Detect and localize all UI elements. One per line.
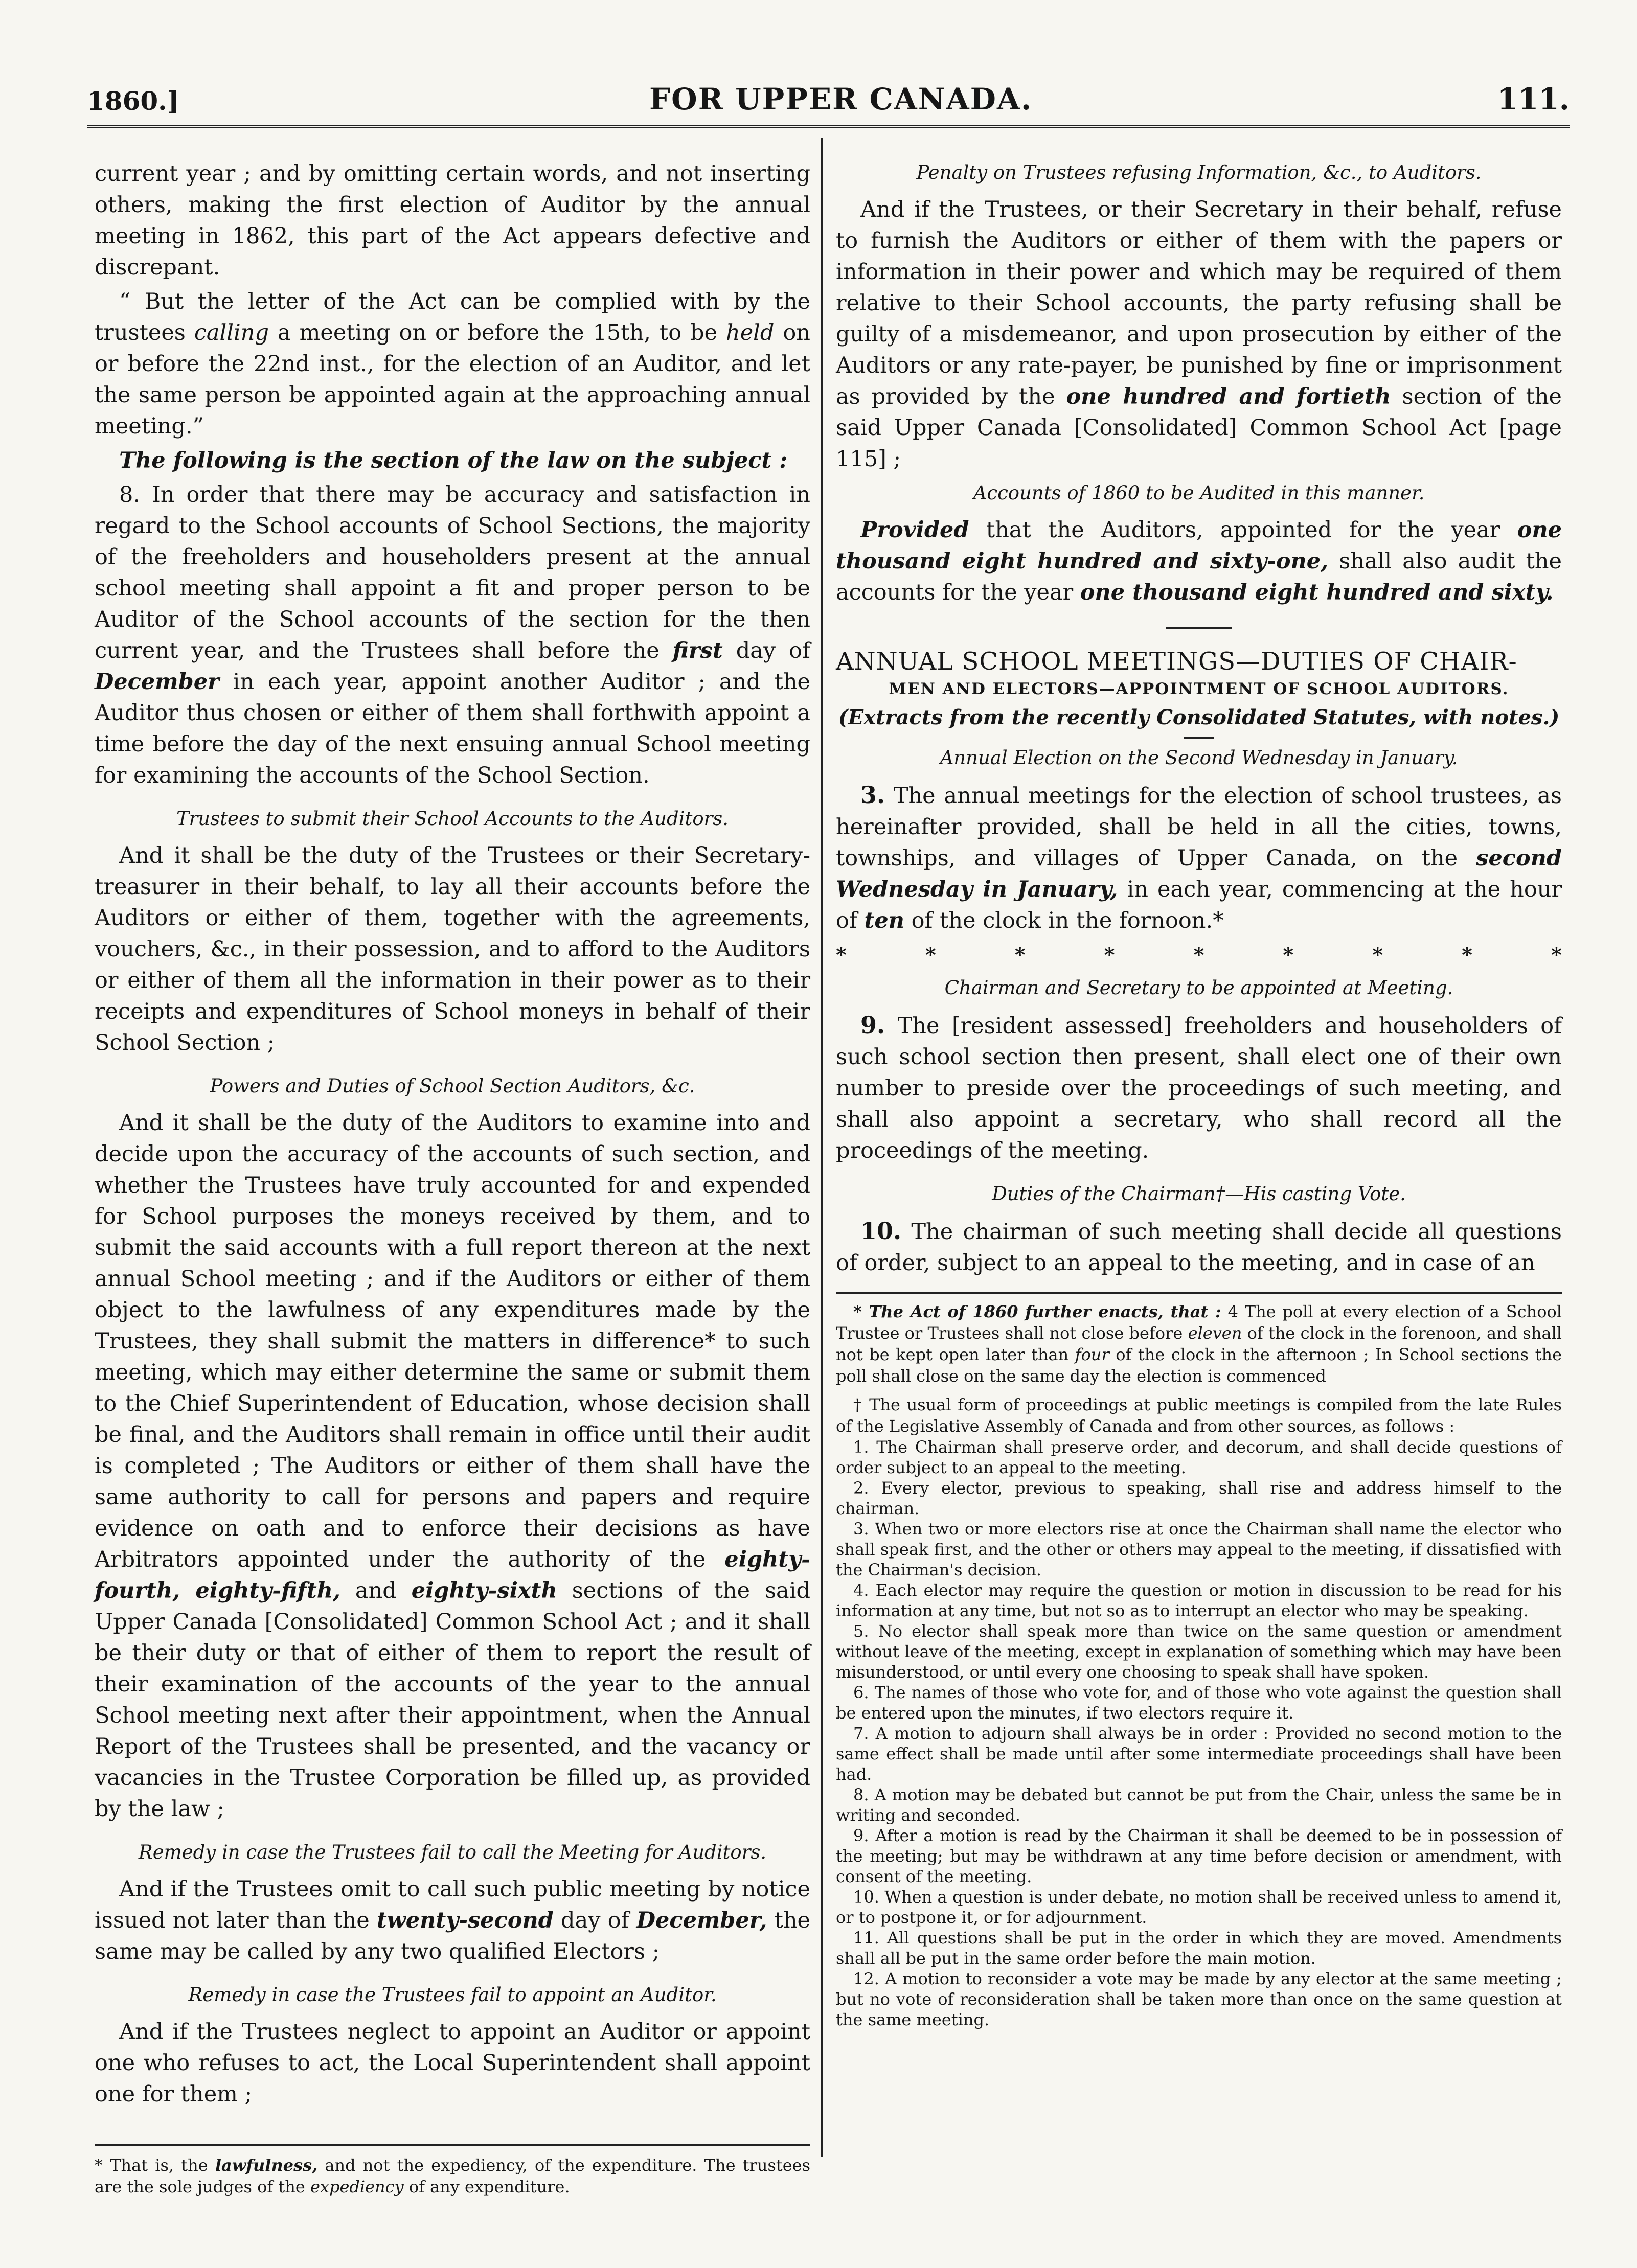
- text-run: in each year, commencing at the hour of: [836, 877, 1562, 933]
- right-section-3: [836, 780, 1562, 936]
- right-subheading-3: Annual Election on the Second Wednesday in January.: [940, 747, 1458, 769]
- text-run: day of: [722, 638, 810, 663]
- text-run: four: [1075, 1345, 1109, 1364]
- list-item: 11. All questions shall be put in the order in which they are moved. Amendments shall all be put in the same order before the main motion.: [836, 1928, 1562, 1968]
- list-item: 1. The Chairman shall preserve order, and decorum, and shall decide questions of order subject to an appeal to the meeting.: [836, 1437, 1562, 1477]
- text-run: the same may be called by any two qualified Electors ;: [95, 1908, 810, 1964]
- text-run: eighty-sixth: [411, 1578, 557, 1603]
- header-page-number: 111.: [1497, 82, 1570, 117]
- text-run: December,: [636, 1908, 767, 1933]
- text-run: * The Act of 1860 further enacts, that :: [853, 1302, 1221, 1321]
- list-item: 8. A motion may be debated but cannot be put from the Chair, unless the same be in writing and seconded.: [836, 1785, 1562, 1825]
- right-section-10: [836, 1216, 1562, 1279]
- star-glyph: *: [1283, 943, 1294, 967]
- right-paragraph-2: [836, 515, 1562, 608]
- text-run: And if the Trustees, or their Secretary in their behalf, refuse to furnish the Auditors or either of them with the papers or information in their power and which may be required of them relative to their School accounts, the party refusing shall be guilty of a misdemeanor, and upon prosecution by either of the Auditors or any rate-payer, be punished by fine or imprisonment as provided by the: [836, 197, 1562, 409]
- text-run: And it shall be the duty of the Auditors to examine into and decide upon the accuracy of the accounts of such section, and whether the Trustees have truly accounted for and expended for School purposes the moneys received by them, and to submit the said accounts with a full report thereon at the next annual School meeting ; and if the Auditors or either of them object to the lawfulness of any expenditures made by the Trustees, they shall submit the matters in difference* to such meeting, which may either determine the same or submit them to the Chief Superintendent of Education, whose decision shall be final, and the Auditors shall remain in office until their audit is completed ; The Auditors or either of them shall have the same authority to call for persons and papers and require evidence on oath and to enforce their decisions as have Arbitrators appointed under the authority of the: [95, 1110, 810, 1572]
- left-paragraph-5: And it shall be the duty of the Trustees or their Secretary-treasurer in their behalf, to lay all their accounts before the Auditors or either of them, together with the agreements, vouchers, &c., in their possession, and to afford to the Auditors or either of them all the information in their power as to their receipts and expenditures of School moneys in behalf of their School Section ;: [95, 843, 810, 1056]
- left-paragraph-6: [95, 1108, 810, 1825]
- right-footnote-2: † The usual form of proceedings at public meetings is compiled from the late Rules of the Legislative Assembly of Canada and from other sources, as follows :: [836, 1395, 1562, 1436]
- left-subheading-1: Trustees to submit their School Accounts to the Auditors.: [176, 808, 729, 830]
- right-subheading-4: Chairman and Secretary to be appointed at Meeting.: [944, 977, 1453, 999]
- left-subheading-4: Remedy in case the Trustees fail to appoint an Auditor.: [188, 1984, 717, 2006]
- list-item: 5. No elector shall speak more than twice on the same question or amendment without leave of the meeting, except in explanation of something which may have been misunderstood, or until every one choosing to speak shall have spoken.: [836, 1621, 1562, 1682]
- star-glyph: *: [1014, 943, 1026, 967]
- ellipsis-stars: [836, 940, 1562, 971]
- left-subheading-3: Remedy in case the Trustees fail to call the Meeting for Auditors.: [138, 1841, 767, 1863]
- list-item: 10. When a question is under debate, no motion shall be received unless to amend it, or to postpone it, or for adjournment.: [836, 1887, 1562, 1927]
- left-paragraph-8: And if the Trustees neglect to appoint an Auditor or appoint one who refuses to act, the Local Superintendent shall appoint one for them ;: [95, 2019, 810, 2107]
- left-section-8: [95, 479, 810, 791]
- text-run: that the Auditors, appointed for the year: [969, 517, 1517, 543]
- text-run: “ But the letter of the Act can be complied with by the trustees: [95, 289, 810, 346]
- list-item: 3. When two or more electors rise at once the Chairman shall name the elector who shall speak first, and the other or others may appeal to the meeting, if dissatisfied with the Chairman's decision.: [836, 1519, 1562, 1579]
- text-run: one hundred and fortieth: [1066, 384, 1391, 409]
- right-paragraph-1: [836, 194, 1562, 475]
- text-run: of the clock in the forenoon, and shall not be kept open later than: [836, 1323, 1562, 1364]
- text-run: eleven: [1188, 1323, 1242, 1343]
- text-run: one thousand eight hundred and sixty-one,: [836, 517, 1562, 574]
- list-item: 12. A motion to reconsider a vote may be made by any elector at the same meeting ; but no vote of reconsideration shall be taken more than once on the same question at the same meeting.: [836, 1969, 1562, 2029]
- header-title: FOR UPPER CANADA.: [649, 82, 1033, 117]
- left-footnote: [95, 2155, 810, 2197]
- text-run: The annual meetings for the election of school trustees, as hereinafter provided, shall be held in all the cities, towns, townships, and villages of Upper Canada, on the: [836, 783, 1562, 871]
- right-footnote-rule: [836, 1292, 1562, 1294]
- right-subheading-1: Penalty on Trustees refusing Information, &c., to Auditors.: [916, 162, 1482, 184]
- right-section-9: [836, 1010, 1562, 1166]
- list-item: 7. A motion to adjourn shall always be in order : Provided no second motion to the same effect shall be made until after some intermediate proceedings shall have been had.: [836, 1724, 1562, 1784]
- text-run: * That is, the: [95, 2156, 215, 2175]
- text-run: held: [726, 320, 775, 346]
- small-divider: [1184, 737, 1214, 739]
- list-item: 6. The names of those who vote for, and of those who vote against the question shall be entered upon the minutes, if two electors require it.: [836, 1683, 1562, 1723]
- text-run: ten: [864, 908, 904, 933]
- star-glyph: *: [1372, 943, 1383, 967]
- text-run: and not the expediency, of the expenditure. The trustees are the sole judges of the: [95, 2156, 811, 2196]
- text-run: first: [672, 638, 723, 663]
- article-subtitle: MEN AND ELECTORS—APPOINTMENT OF SCHOOL AUDITORS.: [889, 680, 1509, 698]
- text-run: lawfulness,: [215, 2156, 318, 2175]
- rules-of-order-list: [836, 1437, 1562, 2030]
- text-run: eighty-fourth, eighty-fifth,: [95, 1547, 810, 1603]
- column-divider: [821, 138, 823, 2157]
- left-paragraph-2: [95, 286, 810, 442]
- text-run: 8. In order that there may be accuracy and satisfaction in regard to the School accounts of School Sections, the majority of the freeholders and householders present at the annual school meeting shall appoint a fit and proper person to be Auditor of the School accounts of the section for the then current year, and the Trustees shall before the: [95, 482, 810, 663]
- page-header: [87, 77, 1570, 138]
- text-run: twenty-second: [376, 1908, 554, 1933]
- text-run: day of: [553, 1908, 636, 1933]
- left-column: [95, 158, 810, 2113]
- text-run: on or before the 22nd inst., for the election of an Auditor, and let the same person be appointed again at the approaching annual meeting.”: [95, 320, 810, 439]
- left-section-intro: The following is the section of the law on the subject :: [119, 448, 788, 473]
- text-run: a meeting on or before the 15th, to be: [269, 320, 726, 346]
- left-footnote-rule: [95, 2144, 810, 2146]
- text-run: 9.: [860, 1011, 885, 1039]
- text-run: expediency: [310, 2177, 404, 2196]
- text-run: 10.: [860, 1217, 902, 1245]
- text-run: And if the Trustees omit to call such public meeting by notice issued not later than the: [95, 1876, 810, 1933]
- text-run: December: [95, 669, 219, 695]
- list-item: 9. After a motion is read by the Chairman it shall be deemed to be in possession of the meeting; but may be withdrawn at any time before decision or amendment, with consent of the meeting.: [836, 1826, 1562, 1886]
- right-subheading-2: Accounts of 1860 to be Audited in this manner.: [973, 482, 1425, 504]
- text-run: Provided: [860, 517, 969, 543]
- text-run: 3.: [860, 781, 885, 809]
- section-divider: [1166, 627, 1232, 629]
- star-glyph: *: [1193, 943, 1204, 967]
- list-item: 2. Every elector, previous to speaking, shall rise and address himself to the chairman.: [836, 1478, 1562, 1518]
- text-run: 4 The poll at every election of a School Trustee or Trustees shall not close before: [836, 1302, 1562, 1343]
- right-subheading-5: Duties of the Chairman†—His casting Vote.: [992, 1183, 1406, 1205]
- text-run: shall also audit the accounts for the year: [836, 548, 1562, 605]
- right-footnote-1: [836, 1301, 1562, 1387]
- right-column: [836, 158, 1562, 2030]
- star-glyph: *: [1462, 943, 1473, 967]
- text-run: of the clock in the afternoon ; In School sections the poll shall close on the same day the election is commenced: [836, 1345, 1562, 1386]
- article-source-note: (Extracts from the recently Consolidated Statutes, with notes.): [838, 705, 1560, 729]
- text-run: The chairman of such meeting shall decide all questions of order, subject to an appeal to the meeting, and in case of an: [836, 1219, 1562, 1276]
- header-rule: [87, 125, 1570, 128]
- text-run: second Wednesday in January,: [836, 845, 1562, 902]
- text-run: sections of the said Upper Canada [Consolidated] Common School Act ; and it shall be their duty or that of either of them to report the result of their examination of the accounts of the year to the annual School meeting next after their appointment, when the Annual Report of the Trustees shall be presented, and the vacancy or vacancies in the Trustee Corporation be filled up, as provided by the law ;: [95, 1578, 810, 1822]
- left-paragraph-7: [95, 1874, 810, 1967]
- star-glyph: *: [1551, 943, 1562, 967]
- article-title: ANNUAL SCHOOL MEETINGS—DUTIES OF CHAIR-: [836, 647, 1517, 676]
- star-glyph: *: [836, 943, 847, 967]
- left-paragraph-1: current year ; and by omitting certain words, and not inserting others, making the first election of Auditor by the annual meeting in 1862, this part of the Act appears defective and discrepant.: [95, 161, 810, 280]
- text-run: in each year, appoint another Auditor ; and the Auditor thus chosen or either of them shall forthwith appoint a time before the day of the next ensuing annual School meeting for examining the accounts of the School Section.: [95, 669, 810, 788]
- text-run: The [resident assessed] freeholders and householders of such school section then present, shall elect one of their own number to preside over the proceedings of such meeting, and shall also appoint a secretary, who shall record all the proceedings of the meeting.: [836, 1013, 1562, 1163]
- text-run: of the clock in the fornoon.*: [904, 908, 1224, 933]
- list-item: 4. Each elector may require the question or motion in discussion to be read for his information at any time, but not so as to interrupt an elector who may be speaking.: [836, 1580, 1562, 1620]
- star-glyph: *: [925, 943, 936, 967]
- text-run: and: [340, 1578, 412, 1603]
- star-glyph: *: [1104, 943, 1115, 967]
- text-run: section of the said Upper Canada [Consolidated] Common School Act [page 115] ;: [836, 384, 1562, 472]
- text-run: of any expenditure.: [403, 2177, 570, 2196]
- header-year: 1860.]: [87, 86, 179, 116]
- left-subheading-2: Powers and Duties of School Section Auditors, &c.: [210, 1075, 695, 1097]
- text-run: calling: [194, 320, 269, 346]
- text-run: one thousand eight hundred and sixty.: [1080, 580, 1554, 605]
